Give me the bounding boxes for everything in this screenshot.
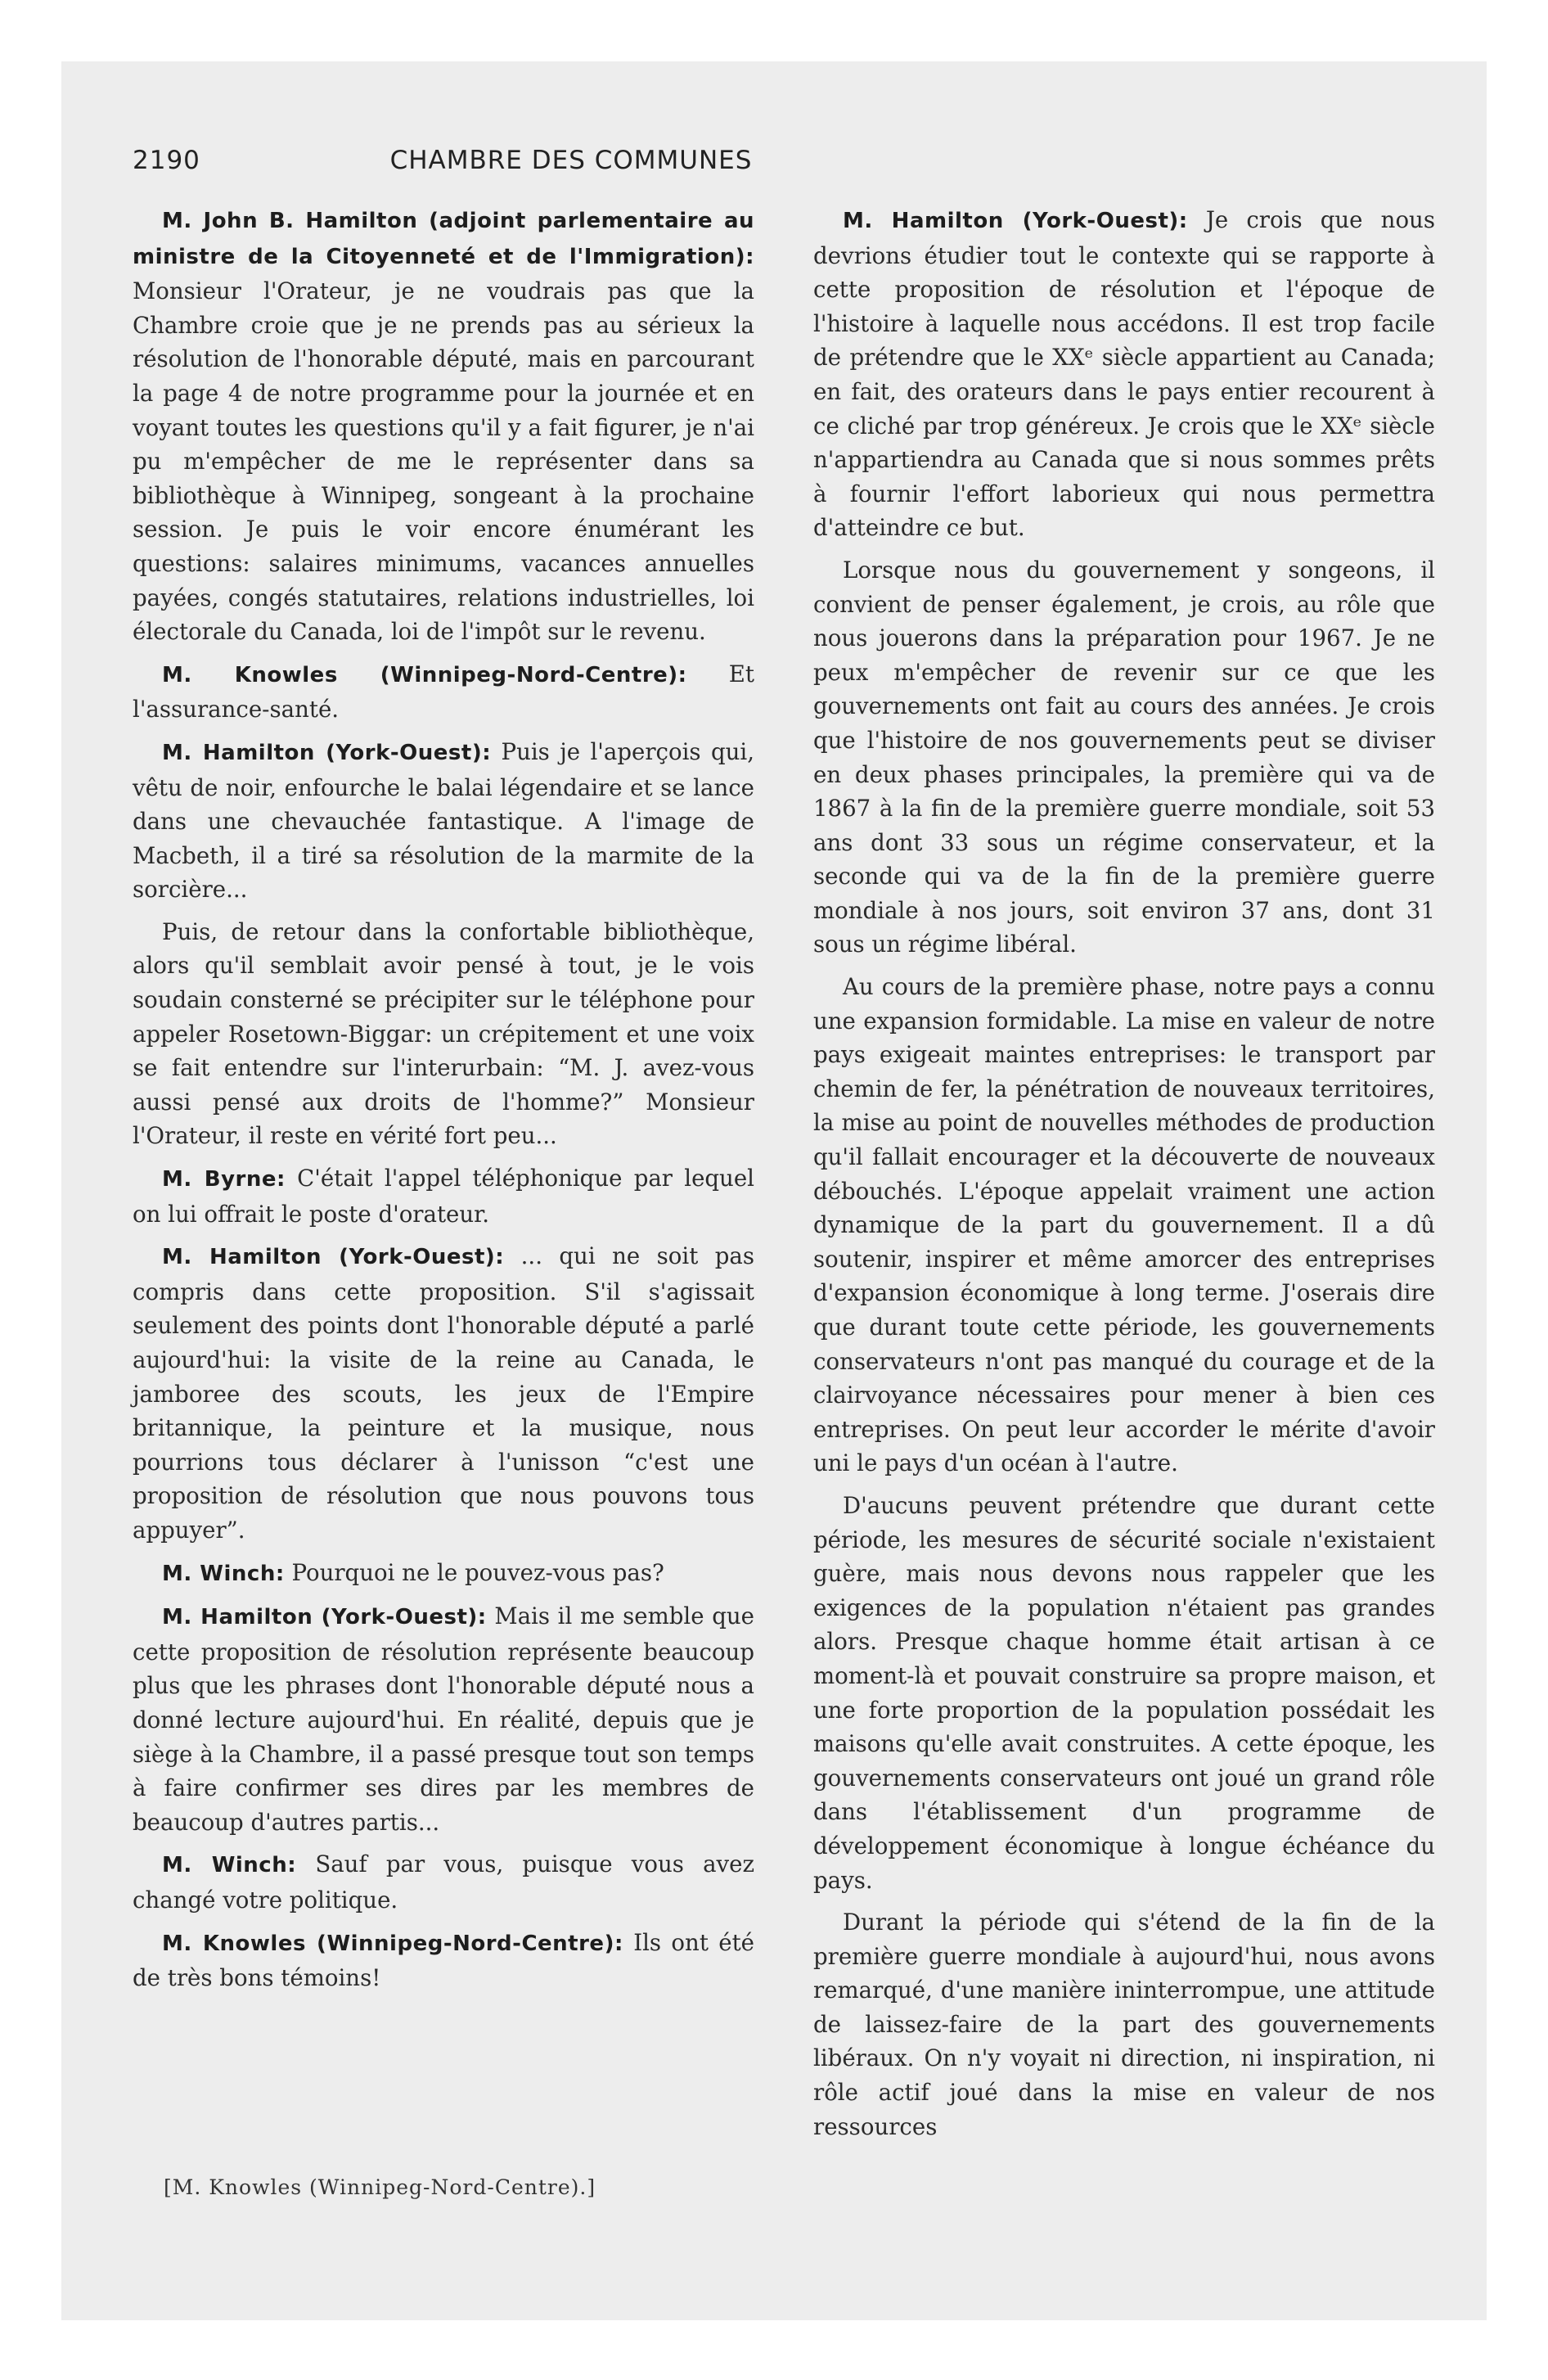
paragraph — [133, 915, 754, 1153]
paragraph-text: D'aucuns peuvent prétendre que durant cette période, les mesures de sécurité sociale n'existaient guère, mais nous devons nous rappeler que les exigences de la population n'étaient pas grandes alors. Presque chaque homme était artisan à ce moment-là et pouvait construire sa propre maison, et une forte proportion de la population possédait les maisons qu'elle avait construites. A cette époque, les gouvernements conservateurs ont joué un grand rôle dans l'établissement d'un programme de développement économique à longue échéance du pays. — [813, 1491, 1435, 1894]
paragraph — [813, 553, 1435, 962]
paragraph-text: ... qui ne soit pas compris dans cette proposition. S'il s'agissait seulement des points dont l'honorable député a parlé aujourd'hui: la visite de la reine au Canada, le jamboree des scouts, les jeux de l'Empire britannique, la peinture et la musique, nous pourrions tous déclarer à l'unisson “c'est une proposition de résolution que nous pouvons tous appuyer”. — [133, 1242, 754, 1544]
paragraph-text: Monsieur l'Orateur, je ne voudrais pas que la Chambre croie que je ne prends pas au sérieux la résolution de l'honorable député, mais en parcourant la page 4 de notre programme pour la journée et en voyant toutes les questions qu'il y a fait figurer, je n'ai pu m'empêcher de me le représenter dans sa bibliothèque à Winnipeg, songeant à la prochaine session. Je puis le voir encore énumérant les questions: salaires minimums, vacances annuelles payées, congés statutaires, relations industrielles, loi électorale du Canada, loi de l'impôt sur le revenu. — [133, 277, 754, 646]
speaker-name: M. Byrne: — [162, 1167, 286, 1192]
right-column — [813, 203, 1435, 2152]
speaker-name: M. Winch: — [162, 1561, 285, 1586]
paragraph — [133, 203, 754, 649]
paragraph-text: Lorsque nous du gouvernement y songeons, il convient de penser également, je crois, au rôle que nous jouerons dans la préparation pour 1967. Je ne peux m'empêcher de revenir sur ce que les gouvernements ont fait au cours des années. Je crois que l'histoire de nos gouvernements peut se diviser en deux phases principales, la première qui va de 1867 à la fin de la première guerre mondiale, soit 53 ans dont 33 sous un régime conservateur, et la seconde qui va de la fin de la première guerre mondiale à nos jours, soit environ 37 ans, dont 31 sous un régime libéral. — [813, 556, 1435, 958]
speaker-name: M. Knowles (Winnipeg-Nord-Centre): — [162, 1931, 623, 1956]
page-number: 2190 — [133, 146, 200, 175]
paragraph-text: Puis, de retour dans la confortable bibliothèque, alors qu'il semblait avoir pensé à tout, je le vois soudain consterné se précipiter sur le téléphone pour appeler Rosetown-Biggar: un crépitement et une voix se fait entendre sur l'interurbain: “M. J. avez-vous aussi pensé aux droits de l'homme?” Monsieur l'Orateur, il reste en vérité fort peu... — [133, 917, 754, 1150]
page-header — [133, 146, 1010, 187]
paragraph — [133, 1239, 754, 1547]
left-column — [133, 203, 754, 2004]
paragraph — [133, 735, 754, 907]
paragraph — [813, 970, 1435, 1481]
paragraph — [133, 1161, 754, 1231]
paragraph-text: Et l'assurance-santé. — [133, 660, 754, 723]
paragraph-text: Je crois que nous devrions étudier tout le contexte qui se rapporte à cette proposition de résolution et l'époque de l'histoire à laquelle nous accédons. Il est trop facile de prétendre que le XXᵉ siècle appartient au Canada; en fait, des orateurs dans le pays entier recourent à ce cliché par trop généreux. Je crois que le XXᵉ siècle n'appartiendra au Canada que si nous sommes prêts à fournir l'effort laborieux qui nous permettra d'atteindre ce but. — [813, 206, 1435, 542]
paragraph-text: Sauf par vous, puisque vous avez changé votre politique. — [133, 1850, 754, 1913]
paragraph — [133, 1847, 754, 1917]
paragraph — [133, 1556, 754, 1592]
paragraph-text: Au cours de la première phase, notre pays a connu une expansion formidable. La mise en valeur de notre pays exigeait maintes entreprises: le transport par chemin de fer, la pénétration de nouveaux territoires, la mise au point de nouvelles méthodes de production qu'il fallait encourager et la découverte de nouveaux débouchés. L'époque appelait vraiment une action dynamique de la part du gouvernement. Il a dû soutenir, inspirer et même amorcer des entreprises d'expansion économique à long terme. J'oserais dire que durant toute cette période, les gouvernements conservateurs n'ont pas manqué du courage et de la clairvoyance nécessaires pour mener à bien ces entreprises. On peut leur accorder le mérite d'avoir uni le pays d'un océan à l'autre. — [813, 973, 1435, 1477]
paragraph — [133, 1926, 754, 1995]
paragraph-text: Mais il me semble que cette proposition de résolution représente beaucoup plus que les phrases dont l'honorable député nous a donné lecture aujourd'hui. En réalité, depuis que je siège à la Chambre, il a passé presque tout son temps à faire confirmer ses dires par les membres de beaucoup d'autres partis... — [133, 1602, 754, 1836]
paragraph-text: C'était l'appel téléphonique par lequel on lui offrait le poste d'orateur. — [133, 1165, 754, 1228]
paragraph-text: Puis je l'aperçois qui, vêtu de noir, enfourche le balai légendaire et se lance dans une chevauchée fantastique. A l'image de Macbeth, il a tiré sa résolution de la marmite de la sorcière... — [133, 737, 754, 904]
speaker-name: M. John B. Hamilton (adjoint parlementaire au ministre de la Citoyenneté et de l'Immigration): — [133, 209, 754, 269]
paragraph — [813, 1905, 1435, 2143]
speaker-name: M. Knowles (Winnipeg-Nord-Centre): — [162, 662, 687, 687]
running-title: CHAMBRE DES COMMUNES — [389, 146, 753, 175]
page-footer: [M. Knowles (Winnipeg-Nord-Centre).] — [164, 2175, 596, 2199]
speaker-name: M. Hamilton (York-Ouest): — [162, 740, 492, 765]
paragraph — [133, 1599, 754, 1839]
paragraph-text: Ils ont été de très bons témoins! — [133, 1928, 754, 1992]
speaker-name: M. Hamilton (York-Ouest): — [162, 1245, 505, 1270]
paragraph-text: Pourquoi ne le pouvez-vous pas? — [291, 1558, 664, 1586]
speaker-name: M. Winch: — [162, 1853, 297, 1878]
paragraph — [813, 1489, 1435, 1897]
speaker-name: M. Hamilton (York-Ouest): — [843, 209, 1188, 233]
paragraph-text: Durant la période qui s'étend de la fin de la première guerre mondiale à aujourd'hui, nous avons remarqué, d'une manière ininterrompue, une attitude de laissez-faire de la part des gouvernements libéraux. On n'y voyait ni direction, ni inspiration, ni rôle actif joué dans la mise en valeur de nos ressources — [813, 1909, 1435, 2140]
paragraph — [133, 657, 754, 727]
paragraph — [813, 203, 1435, 545]
speaker-name: M. Hamilton (York-Ouest): — [162, 1605, 487, 1630]
